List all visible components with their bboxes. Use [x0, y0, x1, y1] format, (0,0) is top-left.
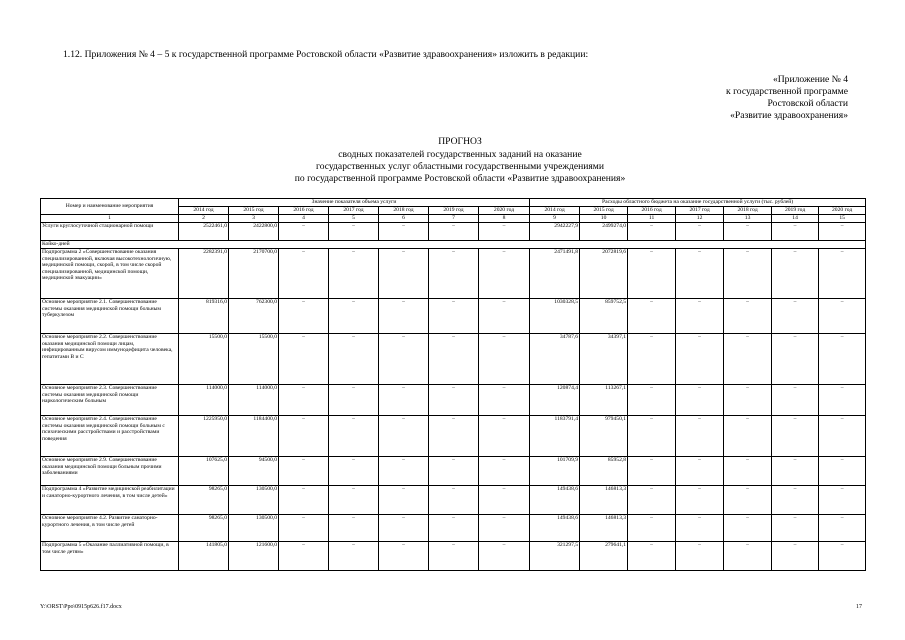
volume-dash: –: [379, 486, 429, 515]
budget-dash: –: [724, 299, 772, 334]
header-budget-year: 2020 год: [819, 207, 866, 215]
header-budget-year: 2014 год: [530, 207, 580, 215]
budget-dash: –: [724, 457, 772, 486]
table-row: [41, 416, 866, 457]
header-budget-year: 2018 год: [724, 207, 772, 215]
volume-2015: 130500,0: [229, 486, 279, 515]
volume-2015: 2422800,0: [229, 223, 279, 241]
volume-dash: –: [429, 334, 479, 385]
volume-dash: –: [429, 542, 479, 571]
volume-2015: 121600,0: [229, 542, 279, 571]
volume-dash: –: [379, 334, 429, 385]
volume-2014: 819316,0: [179, 299, 229, 334]
volume-2014: 15500,0: [179, 334, 229, 385]
volume-dash: –: [329, 385, 379, 416]
budget-2015: 859752,5: [580, 299, 628, 334]
volume-dash: –: [479, 334, 530, 385]
annex-line: «Приложение № 4: [772, 74, 848, 85]
intro-paragraph: 1.12. Приложения № 4 – 5 к государственной программе Ростовской области «Развитие здравоохранения» изложить в редакции:: [63, 49, 589, 60]
document-title: [160, 136, 760, 185]
budget-dash: –: [676, 457, 724, 486]
budget-2015: 2499274,0: [580, 223, 628, 241]
budget-2014: 321297,5: [530, 542, 580, 571]
volume-dash: –: [479, 385, 530, 416]
header-budget-year: 2019 год: [772, 207, 819, 215]
budget-dash: –: [772, 515, 819, 542]
budget-2014: 101709,9: [530, 457, 580, 486]
row-name: Основное мероприятие 2.2. Совершенствование оказания медицинской помощи лицам, инфицированным вирусом иммунодефицита человека, гепатитами B и C: [41, 334, 179, 385]
title-heading: ПРОГНОЗ: [438, 136, 482, 147]
budget-dash: –: [628, 223, 676, 241]
budget-dash: –: [628, 542, 676, 571]
header-budget-year: 2016 год: [628, 207, 676, 215]
budget-dash: –: [819, 457, 866, 486]
volume-2015: 762300,0: [229, 299, 279, 334]
volume-2014: 98265,0: [179, 486, 229, 515]
volume-dash: –: [329, 249, 379, 299]
volume-dash: –: [479, 223, 530, 241]
volume-dash: –: [279, 486, 329, 515]
column-number: 12: [676, 215, 724, 223]
row-name: Подпрограмма 5 «Оказание паллиативной помощи, в том числе детям»: [41, 542, 179, 571]
budget-dash: –: [724, 515, 772, 542]
budget-dash: –: [676, 299, 724, 334]
volume-2015: 15500,0: [229, 334, 279, 385]
footer-page-number: 17: [856, 604, 862, 610]
budget-dash: –: [724, 416, 772, 457]
budget-2015: 34397,1: [580, 334, 628, 385]
volume-dash: –: [379, 515, 429, 542]
volume-dash: –: [429, 416, 479, 457]
volume-2015: 1184400,0: [229, 416, 279, 457]
volume-dash: –: [429, 223, 479, 241]
column-number: 1: [41, 215, 179, 223]
budget-dash: –: [819, 334, 866, 385]
table-row: [41, 542, 866, 571]
table-row: [41, 457, 866, 486]
footer-file-path: Y:\ORST\Ppo\0915p626.f17.docx: [40, 604, 122, 610]
budget-2015: 279641,1: [580, 542, 628, 571]
budget-dash: –: [724, 334, 772, 385]
budget-2014: 2942227,9: [530, 223, 580, 241]
unit-label: Койко-дней: [41, 241, 866, 249]
budget-dash: –: [724, 223, 772, 241]
volume-dash: –: [279, 385, 329, 416]
volume-dash: –: [479, 416, 530, 457]
table-row: [41, 334, 866, 385]
volume-dash: –: [329, 542, 379, 571]
budget-dash: –: [628, 385, 676, 416]
volume-dash: –: [379, 457, 429, 486]
volume-dash: –: [429, 515, 479, 542]
volume-2014: 114000,0: [179, 385, 229, 416]
budget-dash: –: [628, 249, 676, 299]
budget-dash: –: [676, 486, 724, 515]
budget-2014: 2471491,8: [530, 249, 580, 299]
volume-dash: –: [279, 457, 329, 486]
header-budget-year: 2017 год: [676, 207, 724, 215]
volume-2015: 2170700,0: [229, 249, 279, 299]
table-row: [41, 249, 866, 299]
budget-dash: –: [628, 416, 676, 457]
volume-2015: 130500,0: [229, 515, 279, 542]
budget-2015: 979450,1: [580, 416, 628, 457]
column-number: 6: [379, 215, 429, 223]
volume-dash: –: [329, 457, 379, 486]
column-number: 15: [819, 215, 866, 223]
volume-dash: –: [279, 223, 329, 241]
volume-dash: –: [329, 223, 379, 241]
table-row: [41, 385, 866, 416]
budget-dash: –: [819, 385, 866, 416]
budget-2014: 34787,6: [530, 334, 580, 385]
budget-2015: 113267,1: [580, 385, 628, 416]
table-row: [41, 299, 866, 334]
forecast-table: [40, 198, 866, 571]
row-name: Основное мероприятие 2.3. Совершенствование системы оказания медицинской помощи наркологическим больным: [41, 385, 179, 416]
budget-2015: 85952,8: [580, 457, 628, 486]
budget-2015: 2072819,6: [580, 249, 628, 299]
budget-dash: –: [819, 486, 866, 515]
row-name: Основное мероприятие 2.9. Совершенствование оказания медицинской помощи больным прочими заболеваниями: [41, 457, 179, 486]
budget-2014: 120874,4: [530, 385, 580, 416]
budget-dash: –: [819, 249, 866, 299]
volume-dash: –: [379, 385, 429, 416]
volume-dash: –: [329, 515, 379, 542]
budget-dash: –: [628, 334, 676, 385]
volume-dash: –: [329, 416, 379, 457]
annex-header: [608, 74, 848, 122]
column-number: 11: [628, 215, 676, 223]
budget-dash: –: [819, 299, 866, 334]
budget-dash: –: [676, 542, 724, 571]
budget-2014: 149438,6: [530, 515, 580, 542]
table-row: [41, 223, 866, 241]
budget-dash: –: [724, 486, 772, 515]
column-number: 4: [279, 215, 329, 223]
volume-2015: 114000,0: [229, 385, 279, 416]
header-budget-year: 2015 год: [580, 207, 628, 215]
volume-dash: –: [429, 299, 479, 334]
title-line: сводных показателей государственных заданий на оказание: [338, 149, 582, 160]
budget-dash: –: [772, 385, 819, 416]
volume-dash: –: [429, 486, 479, 515]
volume-dash: –: [279, 416, 329, 457]
volume-dash: –: [279, 542, 329, 571]
volume-dash: –: [429, 457, 479, 486]
budget-dash: –: [772, 334, 819, 385]
volume-dash: –: [479, 486, 530, 515]
budget-dash: –: [676, 515, 724, 542]
header-budget-group: Расходы областного бюджета на оказание государственной услуги (тыс. рублей): [530, 199, 866, 207]
row-name: Подпрограмма 4 «Развитие медицинской реабилитации и санаторно-курортного лечения, в том числе детей»: [41, 486, 179, 515]
volume-2014: 2282391,0: [179, 249, 229, 299]
column-number: 13: [724, 215, 772, 223]
annex-line: «Развитие здравоохранения»: [730, 110, 848, 121]
volume-2014: 98265,0: [179, 515, 229, 542]
header-volume-group: Значение показателя объема услуги: [179, 199, 530, 207]
row-name: Основное мероприятие 4.2. Развитие санаторно-курортного лечения, в том числе детей: [41, 515, 179, 542]
column-number: 10: [580, 215, 628, 223]
volume-dash: –: [479, 542, 530, 571]
column-number: 5: [329, 215, 379, 223]
budget-dash: –: [676, 334, 724, 385]
title-line: государственных услуг областными государственными учреждениями: [316, 161, 604, 172]
volume-dash: –: [329, 334, 379, 385]
row-name: Услуги круглосуточной стационарной помощи: [41, 223, 179, 241]
budget-dash: –: [819, 515, 866, 542]
row-name: Основное мероприятие 2.1. Совершенствование системы оказания медицинской помощи больным туберкулезом: [41, 299, 179, 334]
volume-dash: –: [379, 416, 429, 457]
budget-dash: –: [676, 223, 724, 241]
budget-dash: –: [772, 416, 819, 457]
budget-dash: –: [819, 223, 866, 241]
budget-2014: 149438,6: [530, 486, 580, 515]
budget-dash: –: [772, 486, 819, 515]
budget-dash: –: [628, 486, 676, 515]
volume-dash: –: [279, 249, 329, 299]
annex-line: к государственной программе: [726, 86, 848, 97]
budget-2015: 146813,3: [580, 486, 628, 515]
budget-dash: –: [724, 249, 772, 299]
budget-2015: 146813,3: [580, 515, 628, 542]
volume-dash: –: [479, 457, 530, 486]
budget-dash: –: [819, 542, 866, 571]
annex-line: Ростовской области: [767, 98, 848, 109]
header-name-column: Номер и наименование мероприятия: [41, 199, 179, 215]
budget-2014: 1030328,5: [530, 299, 580, 334]
header-volume-year: 2016 год: [279, 207, 329, 215]
volume-2014: 107625,0: [179, 457, 229, 486]
volume-2014: 2522461,0: [179, 223, 229, 241]
title-line: по государственной программе Ростовской области «Развитие здравоохранения»: [294, 173, 626, 184]
row-name: Подпрограмма 2 «Совершенствование оказания специализированной, включая высокотехнологичную, медицинской помощи, скорой, в том числе скорой специализированной, медицинской помощи, медицинской эвакуации»: [41, 249, 179, 299]
volume-dash: –: [479, 249, 530, 299]
budget-dash: –: [819, 416, 866, 457]
header-volume-year: 2019 год: [429, 207, 479, 215]
header-volume-year: 2020 год: [479, 207, 530, 215]
volume-dash: –: [379, 249, 429, 299]
volume-2015: 94500,0: [229, 457, 279, 486]
volume-dash: –: [279, 515, 329, 542]
volume-dash: –: [479, 299, 530, 334]
column-number: 3: [229, 215, 279, 223]
budget-dash: –: [772, 249, 819, 299]
header-volume-year: 2015 год: [229, 207, 279, 215]
budget-dash: –: [628, 299, 676, 334]
table-row: [41, 486, 866, 515]
budget-dash: –: [772, 223, 819, 241]
header-volume-year: 2018 год: [379, 207, 429, 215]
volume-dash: –: [279, 299, 329, 334]
unit-row: [41, 241, 866, 249]
volume-dash: –: [429, 249, 479, 299]
header-volume-year: 2017 год: [329, 207, 379, 215]
volume-dash: –: [329, 299, 379, 334]
volume-2014: 1225950,0: [179, 416, 229, 457]
budget-dash: –: [676, 249, 724, 299]
header-volume-year: 2014 год: [179, 207, 229, 215]
row-name: Основное мероприятие 2.4. Совершенствование системы оказания медицинской помощи больным с психическими расстройствами и расстройствами поведения: [41, 416, 179, 457]
column-number: 2: [179, 215, 229, 223]
table-row: [41, 515, 866, 542]
volume-dash: –: [479, 515, 530, 542]
volume-dash: –: [379, 299, 429, 334]
column-number: 8: [479, 215, 530, 223]
column-number: 14: [772, 215, 819, 223]
volume-dash: –: [379, 223, 429, 241]
budget-2014: 1183791,4: [530, 416, 580, 457]
budget-dash: –: [676, 385, 724, 416]
budget-dash: –: [724, 542, 772, 571]
column-number: 9: [530, 215, 580, 223]
volume-2014: 141805,0: [179, 542, 229, 571]
volume-dash: –: [279, 334, 329, 385]
budget-dash: –: [772, 542, 819, 571]
volume-dash: –: [429, 385, 479, 416]
budget-dash: –: [628, 457, 676, 486]
volume-dash: –: [329, 486, 379, 515]
volume-dash: –: [379, 542, 429, 571]
budget-dash: –: [724, 385, 772, 416]
budget-dash: –: [772, 299, 819, 334]
budget-dash: –: [772, 457, 819, 486]
column-number: 7: [429, 215, 479, 223]
budget-dash: –: [628, 515, 676, 542]
budget-dash: –: [676, 416, 724, 457]
